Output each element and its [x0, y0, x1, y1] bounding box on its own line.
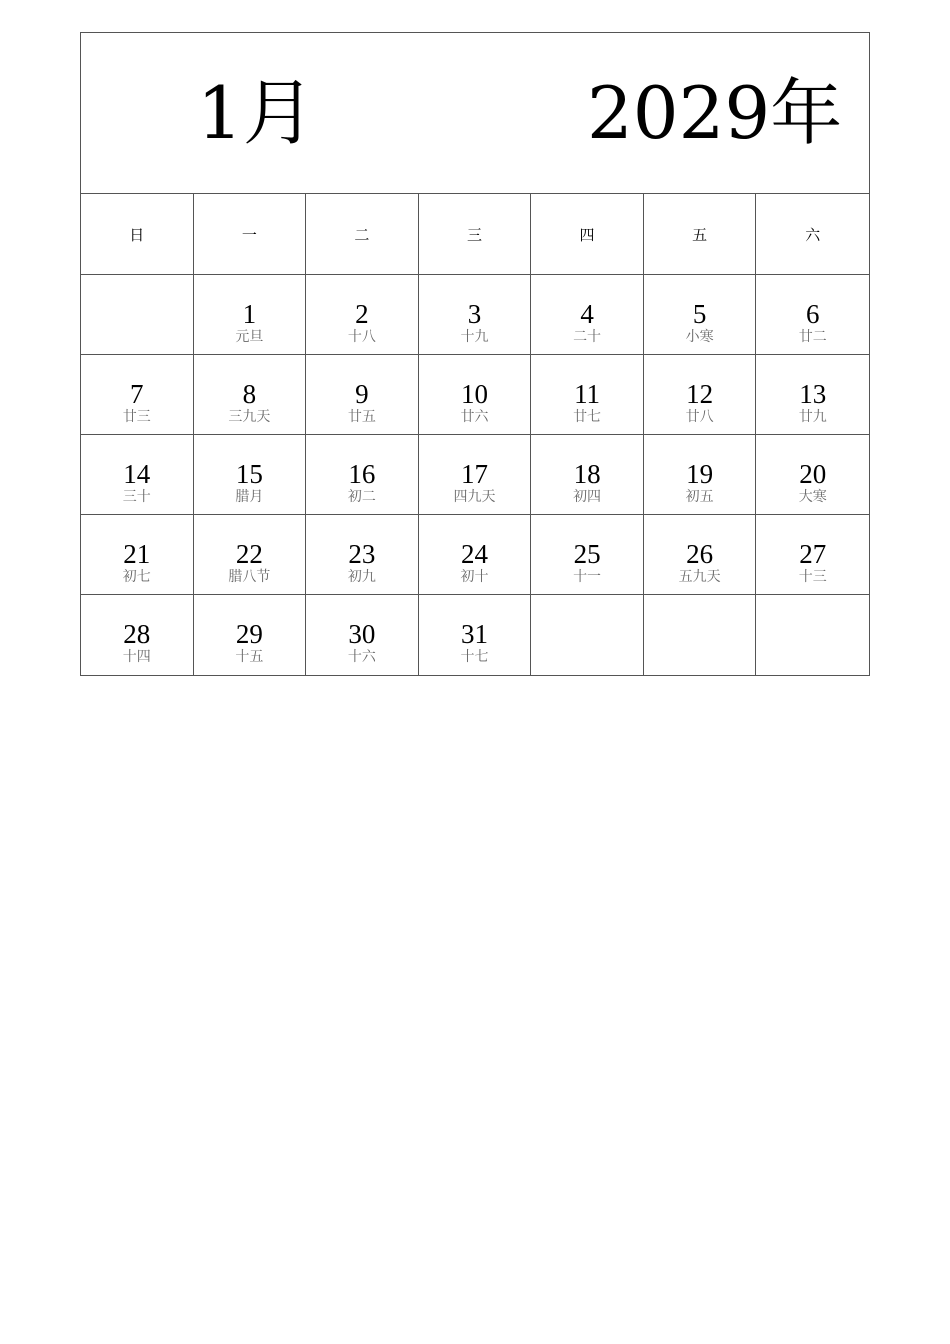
- day-number: 17: [460, 459, 488, 489]
- lunar-date: 廿六: [460, 409, 489, 425]
- lunar-date: 初二: [347, 489, 376, 505]
- day-cell: [756, 275, 869, 354]
- day-number: 12: [686, 379, 714, 409]
- day-number: 3: [467, 299, 482, 329]
- lunar-date: 元旦: [235, 329, 264, 345]
- day-number: 20: [799, 459, 827, 489]
- day-number: 16: [348, 459, 376, 489]
- week-row: [81, 275, 869, 355]
- day-number: 21: [123, 539, 151, 569]
- weekday-thu: 四: [531, 194, 644, 274]
- day-cell: [81, 275, 194, 354]
- day-number: 1: [242, 299, 257, 329]
- day-cell: [531, 355, 644, 434]
- day-number: 24: [460, 539, 488, 569]
- weekday-fri: 五: [644, 194, 757, 274]
- day-cell: [531, 275, 644, 354]
- day-number: 9: [355, 379, 369, 409]
- day-cell: [194, 515, 307, 594]
- day-number: 22: [235, 539, 263, 569]
- day-number: 28: [123, 619, 151, 649]
- lunar-date: 初十: [460, 569, 489, 585]
- day-number: 7: [130, 379, 144, 409]
- day-number: 14: [123, 459, 151, 489]
- day-number: 11: [574, 379, 601, 409]
- lunar-date: 二十: [573, 329, 602, 345]
- day-number: 4: [580, 299, 594, 329]
- day-cell: [756, 595, 869, 675]
- weeks-container: [81, 275, 869, 675]
- lunar-date: 大寒: [798, 489, 827, 505]
- day-number: 10: [460, 379, 488, 409]
- week-row: [81, 595, 869, 675]
- lunar-date: 十六: [347, 649, 376, 665]
- month-title: 1月: [197, 71, 315, 155]
- day-cell: [419, 355, 532, 434]
- day-cell: [194, 275, 307, 354]
- lunar-date: 四九天: [453, 489, 496, 505]
- weekday-sun: 日: [81, 194, 194, 274]
- lunar-date: 十八: [347, 329, 376, 345]
- week-row: [81, 435, 869, 515]
- day-number: 8: [242, 379, 257, 409]
- day-number: 25: [573, 539, 601, 569]
- day-cell: [756, 355, 869, 434]
- weekday-tue: 二: [306, 194, 419, 274]
- lunar-date: 五九天: [678, 569, 721, 585]
- weekday-header-row: [81, 194, 869, 275]
- day-cell: [644, 595, 757, 675]
- lunar-date: 小寒: [685, 329, 714, 345]
- calendar-header: [81, 33, 869, 194]
- day-number: 5: [692, 299, 707, 329]
- day-number: 30: [348, 619, 376, 649]
- lunar-date: 廿八: [685, 409, 714, 425]
- day-cell: [81, 355, 194, 434]
- day-cell: [306, 275, 419, 354]
- day-number: 31: [460, 619, 488, 649]
- day-cell: [306, 355, 419, 434]
- weekday-sat: 六: [805, 225, 821, 244]
- day-cell: [81, 595, 194, 675]
- day-cell: [419, 275, 532, 354]
- lunar-date: 十一: [573, 569, 602, 585]
- lunar-date: 十九: [460, 329, 489, 345]
- day-cell: [306, 435, 419, 514]
- day-cell: [81, 515, 194, 594]
- lunar-date: 十七: [460, 649, 489, 665]
- lunar-date: 廿五: [347, 409, 376, 425]
- lunar-date: 三九天: [228, 409, 271, 425]
- lunar-date: 三十: [122, 489, 151, 505]
- day-number: 19: [686, 459, 714, 489]
- calendar: [80, 32, 870, 676]
- day-number: 27: [799, 539, 827, 569]
- lunar-date: 腊月: [235, 489, 264, 505]
- day-cell: [194, 595, 307, 675]
- lunar-date: 初五: [685, 489, 714, 505]
- day-number: 2: [355, 299, 369, 329]
- day-cell: [194, 435, 307, 514]
- day-cell: [531, 595, 644, 675]
- lunar-date: 初九: [347, 569, 376, 585]
- day-cell: [756, 515, 869, 594]
- lunar-date: 十五: [235, 649, 264, 665]
- lunar-date: 初四: [573, 489, 602, 505]
- day-number: 26: [686, 539, 714, 569]
- day-cell: [756, 435, 869, 514]
- day-cell: [81, 435, 194, 514]
- day-number: 29: [235, 619, 263, 649]
- lunar-date: 廿三: [122, 409, 151, 425]
- lunar-date: 十四: [122, 649, 151, 665]
- lunar-date: 十三: [798, 569, 827, 585]
- day-cell: [194, 355, 307, 434]
- day-cell: [531, 435, 644, 514]
- day-cell: [644, 435, 757, 514]
- lunar-date: 廿九: [798, 409, 827, 425]
- day-number: 15: [235, 459, 263, 489]
- day-cell: [531, 515, 644, 594]
- lunar-date: 初七: [122, 569, 151, 585]
- day-number: 18: [573, 459, 601, 489]
- lunar-date: 腊八节: [228, 569, 271, 585]
- day-cell: [419, 515, 532, 594]
- lunar-date: 廿七: [573, 409, 602, 425]
- day-cell: [644, 355, 757, 434]
- day-cell: [644, 275, 757, 354]
- day-cell: [419, 595, 532, 675]
- day-number: 23: [348, 539, 376, 569]
- day-number: 13: [799, 379, 827, 409]
- week-row: [81, 355, 869, 435]
- day-cell: [644, 515, 757, 594]
- day-number: 6: [805, 299, 820, 329]
- week-row: [81, 515, 869, 595]
- lunar-date: 廿二: [798, 329, 827, 345]
- day-cell: [306, 515, 419, 594]
- weekday-wed: 三: [419, 194, 532, 274]
- year-title: 2029年: [587, 71, 843, 155]
- day-cell: [306, 595, 419, 675]
- weekday-mon: 一: [194, 194, 307, 274]
- day-cell: [419, 435, 532, 514]
